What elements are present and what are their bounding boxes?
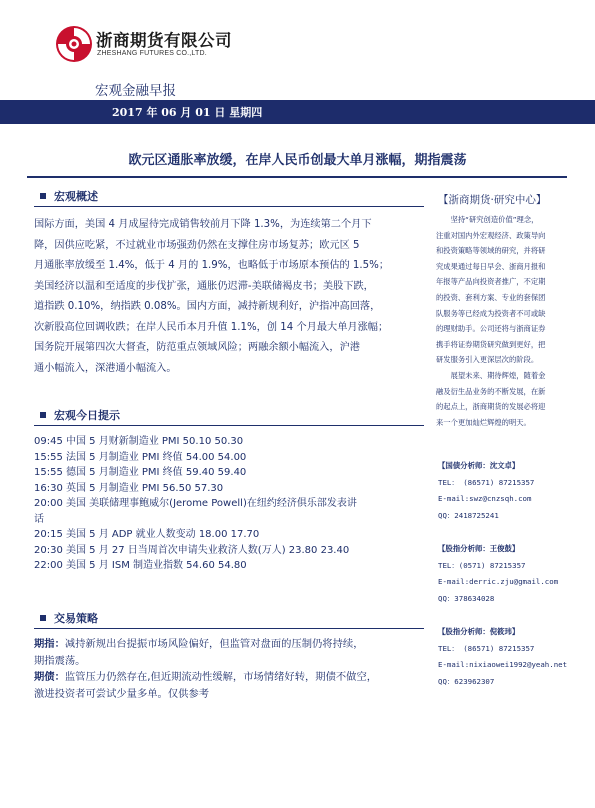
sidebar-title: 【浙商期货·研究中心】	[438, 194, 547, 206]
analyst-email[interactable]: E-mail:swz@cnzsqh.com	[438, 494, 532, 503]
intro-line: 和投资策略等领域的研究，并将研	[436, 246, 546, 256]
intro-line: 队服务等已经成为投资者不可或缺	[436, 308, 546, 318]
date-banner	[0, 100, 595, 124]
overview-line: 降，因供应吃紧，不过就业市场强劲仍然在支撑住房市场复苏；欧元区 5	[34, 239, 360, 251]
overview-line: 国际方面，美国 4 月成屋待完成销售较前月下降 1.3%，为连续第二个月下	[34, 219, 372, 230]
analyst-email[interactable]: E-mail:nixiaowei1992@yeah.net	[438, 660, 568, 669]
strategy-body	[34, 636, 424, 702]
strategy-label: 期债：	[34, 671, 65, 683]
calendar-row: 15:55 法国 5 月制造业 PMI 终值 54.00 54.00	[34, 451, 247, 463]
calendar-underline	[34, 425, 424, 426]
overview-line: 次新股高位回调收跌；在岸人民币本月升值 1.1%，创 14 个月最大单月涨幅；	[34, 321, 389, 333]
intro-line: 来一个更加灿烂辉煌的明天。	[436, 417, 531, 427]
overview-line: 通小幅流入，深港通小幅流入。	[34, 362, 177, 374]
analyst-qq: QQ：623962307	[438, 676, 495, 686]
intro-line: 的起点上，浙商期货的发展必将迎	[436, 402, 546, 412]
analyst-role: 【股指分析师：王俊鼓】	[438, 544, 520, 553]
strategy-heading	[40, 610, 98, 626]
section-bullet-icon	[40, 412, 46, 418]
company-name-en: ZHESHANG FUTURES CO.,LTD.	[97, 50, 207, 57]
calendar-row: 20:30 美国 5 月 27 日当周首次申请失业救济人数(万人) 23.80 23.40	[34, 544, 350, 556]
overview-heading	[40, 188, 98, 204]
calendar-title: 宏观今日提示	[54, 409, 120, 422]
report-headline: 欧元区通胀率放缓，在岸人民币创最大单月涨幅，期指震荡	[128, 153, 467, 168]
strategy-label: 期指：	[34, 638, 65, 650]
calendar-row: 20:00 美国 美联储理事鲍威尔(Jerome Powell)在纽约经济俱乐部发表讲	[34, 498, 357, 509]
intro-line: 年报等产品向投资者推广，不定期	[436, 277, 546, 287]
analyst-email[interactable]: E-mail:derric.zju@gmail.com	[438, 577, 559, 586]
overview-body	[34, 215, 420, 379]
analyst-qq: QQ：2418725241	[438, 510, 499, 520]
calendar-list	[34, 434, 424, 574]
calendar-row: 09:45 中国 5 月财新制造业 PMI 50.10 50.30	[34, 436, 244, 447]
strategy-line: 期指震荡。	[34, 654, 86, 667]
strategy-text: 监管压力仍然存在,但近期流动性缓解，市场情绪好转，期债不做空，	[64, 671, 378, 683]
analyst-tel: TEL：(0571) 87215357	[438, 560, 526, 570]
strategy-line: 激进投资者可尝试少量多单。仅供参考	[34, 687, 210, 700]
strategy-underline	[34, 628, 424, 629]
strategy-text: 减持新规出台提振市场风险偏好，但监管对盘面的压制仍将持续，	[64, 638, 364, 650]
analyst-tel: TEL： (86571) 87215357	[438, 643, 535, 653]
calendar-row: 15:55 德国 5 月制造业 PMI 终值 59.40 59.40	[34, 467, 247, 478]
intro-line: 融及衍生品业务的不断发展，在新	[436, 386, 546, 396]
calendar-row: 16:30 英国 5 月制造业 PMI 56.50 57.30	[34, 482, 224, 494]
analyst-role: 【股指分析师：倪筱玮】	[438, 627, 520, 636]
sidebar-intro	[436, 212, 586, 430]
calendar-row: 话	[34, 513, 44, 525]
overview-title: 宏观概述	[54, 190, 98, 203]
analyst-card	[438, 458, 534, 524]
report-date: 2017 年 06 月 01 日 星期四	[112, 106, 263, 119]
analyst-tel: TEL： (86571) 87215357	[438, 477, 535, 487]
intro-line: 研发服务引入更深层次的阶段。	[436, 355, 539, 365]
calendar-heading	[40, 407, 120, 423]
analyst-card	[438, 541, 558, 607]
overview-line: 国务院开展第四次大督查，防范重点领域风险；两融余额小幅流入，沪港	[34, 342, 360, 353]
intro-line: 的投资、套利方案、专业的套保团	[436, 292, 546, 302]
overview-line: 道指跌 0.10%，纳指跌 0.08%。国内方面，减持新规利好，沪指冲高回落，	[34, 301, 381, 312]
calendar-row: 22:00 美国 5 月 ISM 制造业指数 54.60 54.80	[34, 560, 247, 571]
section-bullet-icon	[40, 615, 46, 621]
headline-divider	[27, 176, 567, 178]
overview-line: 月通胀率放缓至 1.4%，低于 4 月的 1.9%，也略低于市场原本预估的 1.5%；	[34, 260, 390, 271]
company-logo	[54, 24, 294, 74]
intro-line: 携手将证券期货研究做到更好，把	[436, 339, 546, 349]
intro-line: 究成果通过每日早会、浙商月报和	[436, 261, 546, 271]
intro-line: 注重对国内外宏观经济、政策导向	[436, 230, 546, 240]
report-type-title: 宏观金融早报	[95, 83, 176, 99]
calendar-row: 20:15 美国 5 月 ADP 就业人数变动 18.00 17.70	[34, 529, 260, 540]
section-bullet-icon	[40, 193, 46, 199]
strategy-line	[34, 669, 424, 686]
intro-line: 展望未来、期待辉煌，随着金	[436, 370, 546, 380]
overview-line: 美国经济以温和至适度的步伐扩张，通胀仍迟滞-美联储褐皮书；美股下跌，	[34, 280, 374, 292]
zheshang-logo-icon	[54, 24, 94, 64]
strategy-title: 交易策略	[54, 612, 98, 625]
intro-line: 坚持“研究创造价值”理念，	[436, 215, 539, 224]
overview-underline	[34, 206, 424, 207]
analyst-role: 【国债分析师：沈文卓】	[438, 461, 520, 470]
intro-line: 的理财助手。公司还将与浙商证券	[436, 324, 546, 334]
analyst-card	[438, 624, 567, 690]
analyst-qq: QQ：378634028	[438, 593, 495, 603]
strategy-line	[34, 636, 424, 653]
company-name-cn: 浙商期货有限公司	[96, 31, 232, 50]
